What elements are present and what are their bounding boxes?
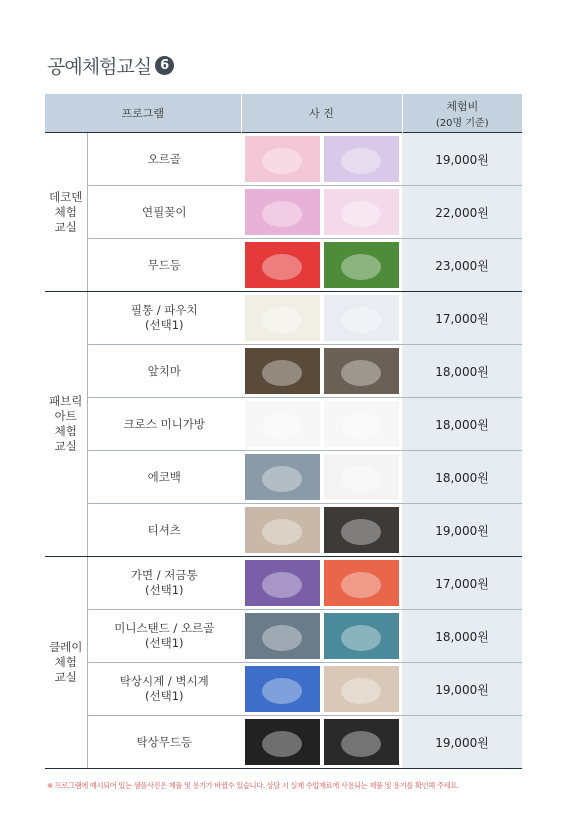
program-name: 앞치마 <box>87 345 241 398</box>
program-name: 크로스 미니가방 <box>87 398 241 451</box>
program-table <box>45 94 522 769</box>
program-photos <box>241 663 402 716</box>
header-program: 프로그램 <box>45 94 241 133</box>
program-price: 18,000원 <box>402 610 522 663</box>
sample-photo <box>245 242 320 288</box>
sample-photo <box>324 560 399 606</box>
sample-photo <box>324 666 399 712</box>
program-row <box>45 292 522 345</box>
table-header-row <box>45 94 522 133</box>
program-price: 18,000원 <box>402 398 522 451</box>
sample-photo <box>324 348 399 394</box>
sample-photo <box>245 454 320 500</box>
sample-photo <box>245 295 320 341</box>
sample-photo <box>245 401 320 447</box>
program-name: 미니스탠드 / 오르골 (선택1) <box>87 610 241 663</box>
sample-photo <box>324 136 399 182</box>
program-photos <box>241 292 402 345</box>
program-name: 탁상무드등 <box>87 716 241 769</box>
sample-photo <box>245 560 320 606</box>
sample-photo <box>245 348 320 394</box>
program-name: 티셔츠 <box>87 504 241 557</box>
program-price: 19,000원 <box>402 663 522 716</box>
program-name: 오르골 <box>87 133 241 186</box>
program-name: 탁상시계 / 벽시계 (선택1) <box>87 663 241 716</box>
program-price: 23,000원 <box>402 239 522 292</box>
program-photos <box>241 504 402 557</box>
sample-photo <box>245 666 320 712</box>
sample-photo <box>245 613 320 659</box>
page-title <box>47 52 174 79</box>
footnote: ※ 프로그램에 예시되어 있는 샘플사진은 제품 및 용기가 바뀔수 있습니다. 상담 시 실제 수업재료에 사용되는 제품 및 용기를 확인해 주세요. <box>47 781 459 790</box>
program-name: 가면 / 저금통 (선택1) <box>87 557 241 610</box>
sample-photo <box>324 295 399 341</box>
program-row <box>45 663 522 716</box>
header-fee <box>402 94 522 133</box>
header-photo: 사 진 <box>241 94 402 133</box>
program-price: 19,000원 <box>402 504 522 557</box>
sample-photo <box>324 613 399 659</box>
sample-photo <box>324 189 399 235</box>
program-photos <box>241 133 402 186</box>
sample-photo <box>245 719 320 765</box>
sample-photo <box>324 719 399 765</box>
program-row <box>45 451 522 504</box>
group-name: 데코덴 체험 교실 <box>45 133 87 292</box>
sample-photo <box>245 507 320 553</box>
program-photos <box>241 398 402 451</box>
sample-photo <box>324 507 399 553</box>
program-row <box>45 398 522 451</box>
program-name: 필통 / 파우치 (선택1) <box>87 292 241 345</box>
program-photos <box>241 451 402 504</box>
program-photos <box>241 716 402 769</box>
sample-photo <box>324 454 399 500</box>
program-row <box>45 504 522 557</box>
program-row <box>45 186 522 239</box>
program-row <box>45 610 522 663</box>
sample-photo <box>245 189 320 235</box>
program-photos <box>241 239 402 292</box>
page-title-text: 공예체험교실 <box>47 56 152 78</box>
program-name: 연필꽂이 <box>87 186 241 239</box>
program-price: 22,000원 <box>402 186 522 239</box>
program-photos <box>241 345 402 398</box>
program-photos <box>241 186 402 239</box>
program-price: 19,000원 <box>402 716 522 769</box>
program-price: 17,000원 <box>402 557 522 610</box>
program-name: 무드등 <box>87 239 241 292</box>
sample-photo <box>324 242 399 288</box>
header-fee-note: (20명 기준) <box>435 117 489 129</box>
program-row <box>45 239 522 292</box>
program-row <box>45 716 522 769</box>
program-price: 17,000원 <box>402 292 522 345</box>
program-price: 18,000원 <box>402 345 522 398</box>
program-price: 18,000원 <box>402 451 522 504</box>
program-row <box>45 557 522 610</box>
program-price: 19,000원 <box>402 133 522 186</box>
group-name: 클레이 체험 교실 <box>45 557 87 769</box>
sample-photo <box>245 136 320 182</box>
program-row <box>45 133 522 186</box>
program-name: 에코백 <box>87 451 241 504</box>
program-photos <box>241 610 402 663</box>
program-row <box>45 345 522 398</box>
group-name: 패브릭 아트 체험 교실 <box>45 292 87 557</box>
header-fee-label: 체험비 <box>446 99 479 113</box>
section-number-badge: 6 <box>155 56 174 75</box>
program-photos <box>241 557 402 610</box>
sample-photo <box>324 401 399 447</box>
